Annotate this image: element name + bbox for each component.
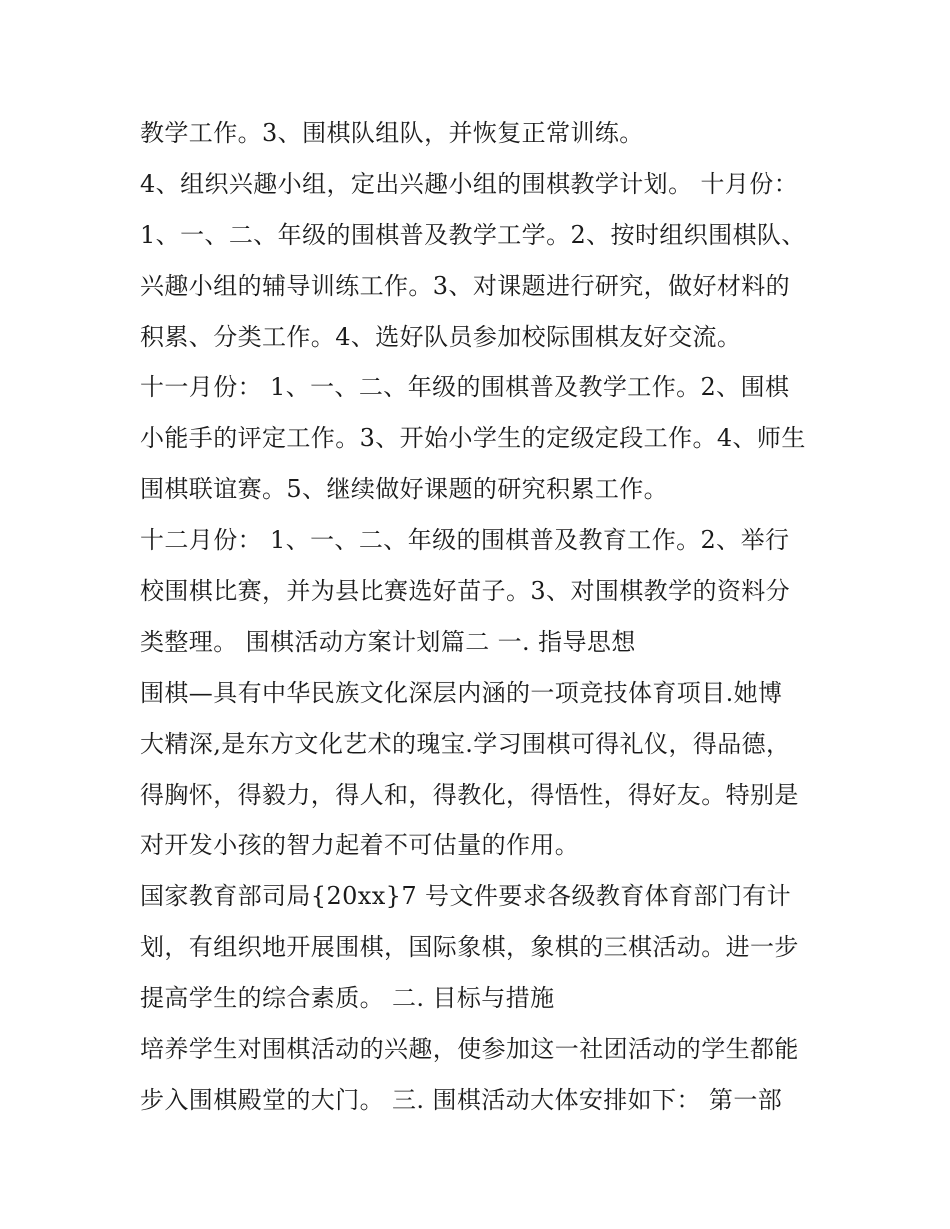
text-line: 国家教育部司局{20xx}7 号文件要求各级教育体育部门有计 xyxy=(140,882,792,911)
text-line: 教学工作。3、围棋队组队，并恢复正常训练。 xyxy=(140,119,644,147)
text-line: 得胸怀，得毅力，得人和，得教化，得悟性，得好友。特别是 xyxy=(140,780,799,809)
text-line: 提高学生的综合素质。 二. 目标与措施 xyxy=(140,984,555,1013)
text-line: 4、组织兴趣小组，定出兴趣小组的围棋教学计划。 十月份： xyxy=(140,169,799,198)
document-body xyxy=(140,108,830,1126)
text-line: 对开发小孩的智力起着不可估量的作用。 xyxy=(140,831,580,860)
text-line: 围棋—具有中华民族文化深层内涵的一项竞技体育项目.她博 xyxy=(140,678,783,707)
text-line: 兴趣小组的辅导训练工作。3、对课题进行研究，做好材料的 xyxy=(140,271,791,300)
text-line: 小能手的评定工作。3、开始小学生的定级定段工作。4、师生 xyxy=(140,424,806,453)
text-line: 1、一、二、年级的围棋普及教学工学。2、按时组织围棋队、 xyxy=(140,220,806,249)
text-line: 围棋联谊赛。5、继续做好课题的研究积累工作。 xyxy=(140,475,669,504)
text-line: 划，有组织地开展围棋，国际象棋，象棋的三棋活动。进一步 xyxy=(140,933,799,962)
text-line: 类整理。 围棋活动方案计划篇二 一. 指导思想 xyxy=(140,627,636,656)
text-line: 校围棋比赛，并为县比赛选好苗子。3、对围棋教学的资料分 xyxy=(140,577,791,606)
text-line: 积累、分类工作。4、选好队员参加校际围棋友好交流。 xyxy=(140,322,742,351)
text-line: 大精深,是东方文化艺术的瑰宝.学习围棋可得礼仪，得品德， xyxy=(140,729,791,758)
text-line: 步入围棋殿堂的大门。 三. 围棋活动大体安排如下： 第一部 xyxy=(140,1085,783,1114)
text-line: 十二月份： 1、一、二、年级的围棋普及教育工作。2、举行 xyxy=(140,526,790,555)
text-line: 培养学生对围棋活动的兴趣，使参加这一社团活动的学生都能 xyxy=(140,1035,799,1064)
text-line: 十一月份： 1、一、二、年级的围棋普及教学工作。2、围棋 xyxy=(140,373,790,402)
